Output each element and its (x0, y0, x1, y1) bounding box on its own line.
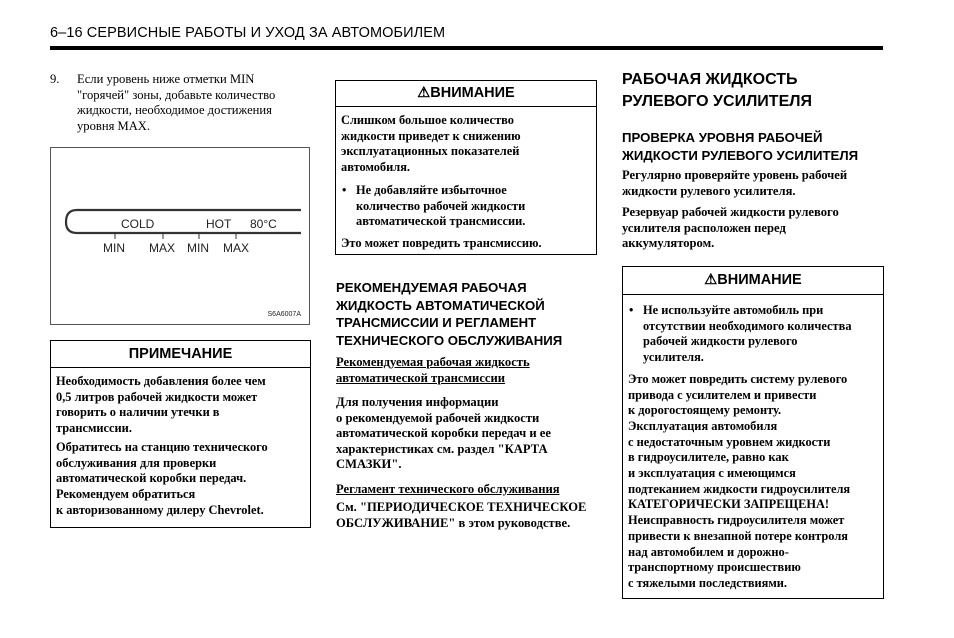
text-line: уровня MAX. (77, 118, 151, 133)
text-line: обслуживания для проверки (56, 455, 217, 470)
text-line: ТРАНСМИССИИ И РЕГЛАМЕНТ (336, 315, 537, 330)
text-line: 0,5 литров рабочей жидкости может (56, 389, 258, 404)
step-text (77, 72, 317, 134)
text-line: говорить о наличии утечки в (56, 405, 220, 420)
text-line: СМАЗКИ". (336, 457, 402, 471)
header-rule (50, 46, 883, 50)
text-line: характеристиках см. раздел "КАРТА (336, 441, 548, 456)
dipstick-illustration (51, 148, 309, 324)
text-line: ЖИДКОСТЬ АВТОМАТИЧЕСКОЙ (336, 297, 545, 313)
section-atf-title (336, 279, 598, 349)
text-line: жидкости приведет к снижению (341, 128, 521, 143)
dipstick-figure (50, 147, 310, 325)
warning-box-power-steering (622, 266, 884, 599)
text-line: КАТЕГОРИЧЕСКИ ЗАПРЕЩЕНА! (628, 497, 830, 512)
text-line: и эксплуатация с имеющимся (628, 466, 796, 481)
text-line: в гидроусилителе, равно как (628, 450, 789, 465)
text-line: эксплуатационных показателей (341, 144, 520, 159)
text-line: жидкости, необходимое достижения (77, 103, 272, 117)
text-line: усилителя расположен перед (622, 220, 786, 235)
text-line: Необходимость добавления более чем (56, 374, 266, 388)
note-paragraph (56, 374, 305, 437)
text-line: Слишком большое количество (341, 113, 514, 127)
text-line: Это может повредить систему рулевого (628, 371, 848, 386)
warning-bullet (628, 303, 878, 366)
section-atf-body (336, 500, 598, 531)
text-line: Если уровень ниже отметки MIN (77, 72, 255, 86)
text-line: к авторизованному дилеру Chevrolet. (56, 502, 264, 517)
figure-code: S6A6007A (267, 311, 301, 318)
text-line: См. "ПЕРИОДИЧЕСКОЕ ТЕХНИЧЕСКОЕ (336, 500, 587, 514)
warning-paragraph (341, 113, 591, 176)
text-line: ТЕХНИЧЕСКОГО ОБСЛУЖИВАНИЯ (336, 332, 563, 348)
min-cold-label: MIN (103, 241, 125, 255)
section-atf-subheading (336, 482, 598, 498)
text-line: Это может повредить трансмиссию. (341, 235, 542, 250)
text-line: транспортному происшествию (628, 560, 801, 575)
min-hot-label: MIN (187, 241, 209, 255)
text-line: трансмиссии. (56, 421, 132, 436)
text-line: привести к внезапной потере контроля (628, 528, 848, 543)
section-atf-body (336, 395, 598, 473)
text-line: Обратитесь на станцию технического (56, 439, 268, 454)
text-line: Рекомендуемая рабочая жидкость (336, 355, 530, 369)
text-line: Неисправность гидроусилителя может (628, 513, 845, 528)
text-line: РАБОЧАЯ ЖИДКОСТЬ (622, 71, 798, 88)
text-line: жидкости рулевого усилителя. (622, 183, 796, 198)
warning-heading (336, 81, 596, 107)
text-line: Эксплуатация автомобиля (628, 418, 778, 433)
hot-label: HOT (206, 217, 232, 231)
text-line: Для получения информации (336, 395, 499, 409)
section-ps (622, 129, 884, 252)
text-line: количество рабочей жидкости (356, 198, 526, 213)
note-box (50, 340, 311, 528)
text-line: "горячей" зоны, добавьте количество (77, 87, 276, 102)
warning-bullet (341, 183, 591, 230)
page-header: 6–16 СЕРВИСНЫЕ РАБОТЫ И УХОД ЗА АВТОМОБИЛЕМ (50, 25, 446, 41)
warning-heading-text: ВНИМАНИЕ (430, 85, 515, 101)
step-number: 9. (50, 72, 60, 86)
section-atf (336, 279, 598, 531)
warning-paragraph (341, 236, 591, 252)
text-line: автоматической коробки передач. (56, 471, 247, 486)
text-line: отсутствии необходимого количества (643, 318, 852, 333)
text-line: Регламент технического обслуживания (336, 481, 560, 496)
max-hot-label: MAX (223, 241, 250, 255)
warning-triangle-icon: ⚠ (704, 272, 718, 288)
section-ps-body (622, 168, 884, 199)
cold-label: COLD (121, 217, 155, 231)
warning-heading (623, 267, 883, 295)
text-line: подтеканием жидкости гидроусилителя (628, 481, 851, 496)
section-ps-title (622, 69, 884, 113)
text-line: привода с усилителем и привести (628, 387, 817, 402)
max-cold-label: MAX (149, 241, 176, 255)
text-line: ПРОВЕРКА УРОВНЯ РАБОЧЕЙ (622, 130, 823, 145)
warning-triangle-icon: ⚠ (417, 85, 431, 101)
text-line: РУЛЕВОГО УСИЛИТЕЛЯ (622, 93, 812, 110)
section-atf-subheading (336, 355, 598, 386)
text-line: • Не используйте автомобиль при (643, 303, 824, 317)
warning-box-transmission (335, 80, 597, 255)
text-line: над автомобилем и дорожно- (628, 544, 789, 559)
text-line: автоматической коробки передач и ее (336, 426, 551, 440)
note-heading: ПРИМЕЧАНИЕ (51, 341, 310, 368)
warning-heading-text: ВНИМАНИЕ (717, 272, 802, 288)
section-ps-body (622, 205, 884, 252)
text-line: • Не добавляйте избыточное (356, 182, 507, 197)
text-line: к дорогостоящему ремонту. (628, 403, 782, 418)
hot-temp-label: 80°C (250, 217, 277, 231)
text-line: с недостаточным уровнем жидкости (628, 434, 831, 449)
text-line: автомобиля. (341, 160, 411, 175)
text-line: аккумулятором. (622, 236, 715, 250)
text-line: Регулярно проверяйте уровень рабочей (622, 168, 848, 182)
text-line: ЖИДКОСТИ РУЛЕВОГО УСИЛИТЕЛЯ (622, 147, 859, 163)
text-line: автоматической трансмиссии. (356, 214, 526, 229)
text-line: Рекомендуем обратиться (56, 486, 196, 501)
section-ps-subtitle (622, 129, 884, 164)
text-line: Резервуар рабочей жидкости рулевого (622, 205, 839, 219)
text-line: рабочей жидкости рулевого (643, 334, 798, 349)
note-paragraph (56, 440, 305, 519)
text-line: ОБСЛУЖИВАНИЕ" в этом руководстве. (336, 515, 571, 530)
text-line: усилителя. (643, 350, 704, 365)
text-line: с тяжелыми последствиями. (628, 575, 788, 590)
text-line: РЕКОМЕНДУЕМАЯ РАБОЧАЯ (336, 280, 527, 295)
text-line: автоматической трансмиссии (336, 370, 506, 385)
text-line: о рекомендуемой рабочей жидкости (336, 410, 540, 425)
warning-paragraph (628, 372, 878, 592)
